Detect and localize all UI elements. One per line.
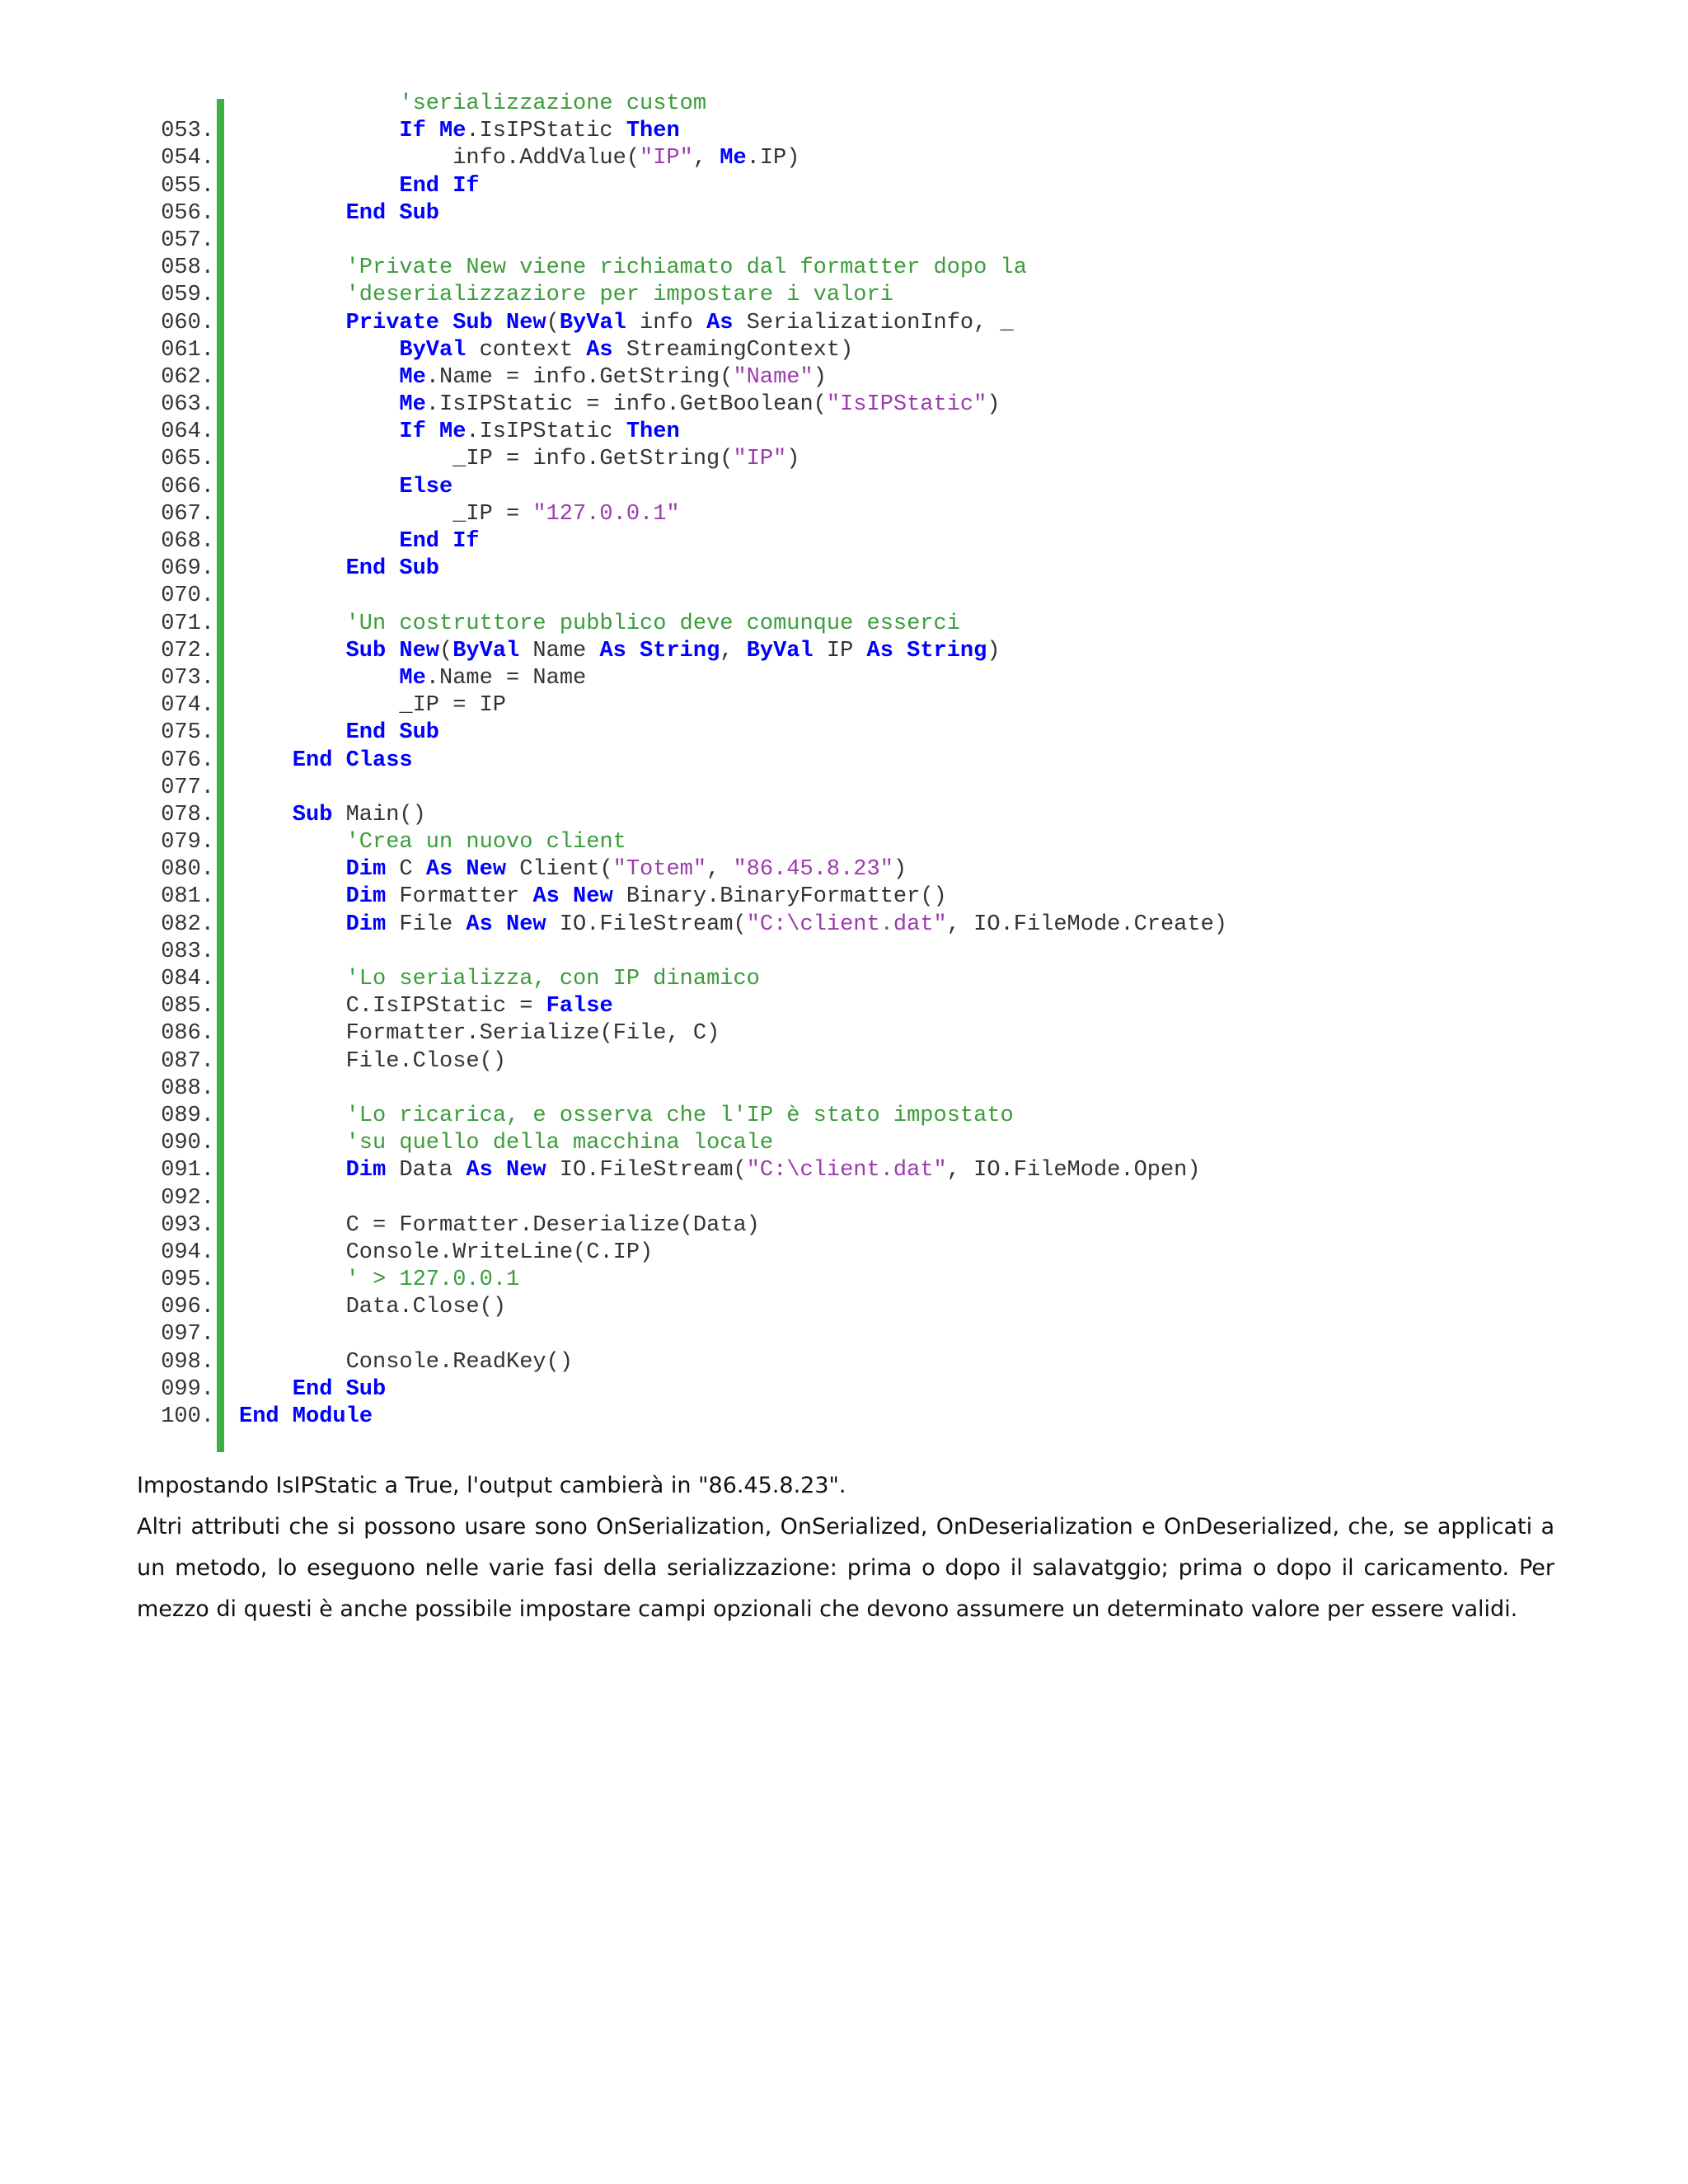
code-line <box>0 1157 1688 1184</box>
code-text <box>346 829 626 856</box>
line-number: 083. <box>161 939 214 964</box>
code-line <box>0 611 1688 638</box>
code-text <box>399 173 479 200</box>
line-number: 065. <box>161 447 214 472</box>
code-text <box>399 528 479 555</box>
code-comment: 'Private New viene richiamato dal formatter dopo la <box>345 255 1027 281</box>
line-number: 061. <box>161 337 214 363</box>
code-comment: 'Lo serializza, con IP dinamico <box>345 967 760 991</box>
line-number: 087. <box>161 1048 214 1074</box>
code-comment: ' > 127.0.0.1 <box>345 1268 520 1293</box>
code-text <box>399 474 452 501</box>
line-number: 079. <box>161 830 214 855</box>
code-line <box>0 883 1688 911</box>
code-line <box>0 966 1688 993</box>
code-keyword: End Sub <box>345 556 440 582</box>
line-number: 062. <box>161 364 214 390</box>
code-keyword: As <box>586 337 613 363</box>
code-string: "Name" <box>733 364 814 390</box>
code-line <box>0 337 1688 364</box>
code-text <box>346 555 439 583</box>
line-number: 060. <box>161 310 214 335</box>
line-number: 063. <box>161 392 214 418</box>
code-string: "Totem" <box>612 857 707 883</box>
code-line <box>0 200 1688 227</box>
code-text <box>346 993 613 1020</box>
body-text <box>137 1465 1554 1630</box>
code-string: "86.45.8.23" <box>733 857 893 883</box>
code-token <box>426 119 439 143</box>
line-number: 068. <box>161 529 214 554</box>
code-token <box>426 419 439 444</box>
code-text <box>452 446 799 473</box>
line-number: 057. <box>161 227 214 253</box>
code-text <box>346 282 893 309</box>
paragraph-output-note: Impostando IsIPStatic a True, l'output cambierà in "86.45.8.23". <box>137 1473 846 1498</box>
line-number: 073. <box>161 665 214 691</box>
code-line <box>0 446 1688 473</box>
code-comment: 'su quello della macchina locale <box>345 1131 774 1156</box>
code-text <box>399 337 853 364</box>
code-text <box>346 1294 506 1321</box>
code-token: , <box>706 857 734 883</box>
code-line <box>0 1130 1688 1157</box>
code-text <box>346 1212 760 1240</box>
code-line <box>0 255 1688 282</box>
code-keyword: End Module <box>239 1404 373 1429</box>
code-string: "127.0.0.1" <box>532 501 680 527</box>
code-text <box>346 638 1001 665</box>
code-keyword: ByVal <box>452 638 520 663</box>
line-number: 096. <box>161 1295 214 1320</box>
code-keyword: ByVal <box>559 310 626 335</box>
code-line <box>0 1076 1688 1103</box>
code-string: "IsIPStatic" <box>826 392 987 418</box>
code-token: .IsIPStatic <box>466 119 626 144</box>
code-text <box>346 883 947 911</box>
code-text <box>293 1376 386 1404</box>
code-token: ) <box>987 638 1001 663</box>
code-keyword: Me <box>399 665 426 691</box>
code-token: _IP = info.GetString( <box>452 447 734 472</box>
code-keyword: Me <box>720 146 747 171</box>
line-number: 058. <box>161 255 214 281</box>
line-number: 098. <box>161 1349 214 1375</box>
code-text <box>399 665 586 692</box>
line-number: 089. <box>161 1103 214 1128</box>
code-token: File <box>386 912 467 937</box>
code-comment: 'Un costruttore pubblico deve comunque esserci <box>345 611 960 636</box>
line-number: 100. <box>161 1404 214 1429</box>
code-token: , IO.FileMode.Create) <box>946 912 1227 937</box>
code-keyword: As New <box>466 912 546 937</box>
code-keyword: Then <box>626 119 680 144</box>
code-keyword: End Sub <box>345 720 440 746</box>
line-number: 080. <box>161 857 214 883</box>
line-number: 054. <box>161 146 214 171</box>
code-token: IO.FileStream( <box>546 1158 747 1183</box>
line-number: 055. <box>161 173 214 199</box>
code-token: SerializationInfo, _ <box>733 310 1014 335</box>
code-text <box>346 1349 573 1376</box>
code-keyword: False <box>546 994 613 1019</box>
code-keyword: End Sub <box>292 1376 387 1402</box>
code-token: Formatter <box>386 884 533 910</box>
code-keyword: Me <box>439 419 467 445</box>
code-comment: 'serializzazione custom <box>399 91 707 116</box>
code-line <box>0 638 1688 665</box>
code-keyword: Dim <box>345 1158 387 1183</box>
code-keyword: Dim <box>345 912 387 937</box>
code-line <box>0 1376 1688 1404</box>
code-line <box>0 1103 1688 1130</box>
code-keyword: If <box>399 119 426 144</box>
code-line <box>0 528 1688 555</box>
code-text <box>346 1130 773 1157</box>
code-line <box>0 1267 1688 1294</box>
code-line <box>0 474 1688 501</box>
code-token: , IO.FileMode.Open) <box>946 1158 1201 1183</box>
code-token: ) <box>987 392 1001 418</box>
code-text <box>346 1020 720 1047</box>
code-line <box>0 1185 1688 1212</box>
code-keyword: ByVal <box>399 337 467 363</box>
code-keyword: As String <box>599 638 720 663</box>
line-number: 077. <box>161 775 214 800</box>
code-token: Main() <box>332 802 426 827</box>
code-token: Data.Close() <box>345 1295 507 1320</box>
code-text <box>346 1048 506 1076</box>
line-number: 067. <box>161 501 214 527</box>
code-token: Client( <box>506 857 613 883</box>
code-line <box>0 391 1688 419</box>
code-token: .Name = info.GetString( <box>425 364 734 390</box>
code-token: , <box>692 146 720 171</box>
code-line <box>0 939 1688 966</box>
code-token: StreamingContext) <box>612 337 854 363</box>
code-token: C <box>386 857 426 883</box>
code-text <box>399 419 679 446</box>
line-number: 091. <box>161 1158 214 1183</box>
code-keyword: End If <box>399 529 480 554</box>
code-keyword: Me <box>399 392 426 418</box>
code-string: "IP" <box>640 146 693 171</box>
code-lines <box>0 91 1688 1431</box>
code-keyword: If <box>399 419 426 445</box>
line-number: 066. <box>161 474 214 499</box>
line-number: 093. <box>161 1212 214 1238</box>
code-text <box>399 692 506 719</box>
code-token: Console.WriteLine(C.IP) <box>345 1240 654 1265</box>
code-text <box>399 91 706 118</box>
code-token: Data <box>386 1158 467 1183</box>
code-line <box>0 555 1688 583</box>
line-number: 075. <box>161 720 214 746</box>
code-line <box>0 364 1688 391</box>
line-number: 090. <box>161 1131 214 1156</box>
code-keyword: Dim <box>345 884 387 910</box>
line-number: 059. <box>161 283 214 308</box>
code-token: ) <box>893 857 907 883</box>
code-line <box>0 1404 1688 1431</box>
code-line <box>0 1212 1688 1240</box>
code-token: , <box>720 638 747 663</box>
code-keyword: End Class <box>292 748 413 773</box>
code-keyword: As New <box>532 884 613 910</box>
code-keyword: As New <box>466 1158 546 1183</box>
code-line <box>0 118 1688 145</box>
code-keyword: As String <box>866 638 987 663</box>
code-token: ) <box>813 364 827 390</box>
code-keyword: Sub New <box>345 638 440 663</box>
code-token: info <box>626 310 707 335</box>
line-number: 094. <box>161 1240 214 1265</box>
line-number: 081. <box>161 884 214 910</box>
code-string: "C:\client.dat" <box>746 912 947 937</box>
code-text <box>399 118 679 145</box>
line-number: 084. <box>161 967 214 991</box>
code-line <box>0 1349 1688 1376</box>
code-line <box>0 310 1688 337</box>
code-text <box>399 391 1000 419</box>
line-number: 076. <box>161 748 214 773</box>
code-keyword: End If <box>399 173 480 199</box>
code-text <box>346 856 907 883</box>
code-listing <box>0 91 1688 1431</box>
code-string: "C:\client.dat" <box>746 1158 947 1183</box>
code-text <box>452 501 679 528</box>
code-keyword: ByVal <box>746 638 814 663</box>
code-line <box>0 775 1688 802</box>
code-keyword: Me <box>439 119 467 144</box>
line-number: 070. <box>161 583 214 609</box>
code-line <box>0 665 1688 692</box>
line-number: 085. <box>161 994 214 1019</box>
code-line <box>0 227 1688 255</box>
code-token: _IP = <box>452 501 533 527</box>
line-number: 053. <box>161 119 214 144</box>
code-line <box>0 1294 1688 1321</box>
code-line <box>0 91 1688 118</box>
code-line <box>0 419 1688 446</box>
line-number: 082. <box>161 912 214 937</box>
code-token: .IP) <box>746 146 800 171</box>
code-line <box>0 1240 1688 1267</box>
code-text <box>452 145 799 172</box>
code-token: ) <box>786 447 800 472</box>
code-token: Console.ReadKey() <box>345 1349 574 1375</box>
paragraph-attributes: Altri attributi che si possono usare sono OnSerialization, OnSerialized, OnDeserialization e OnDeserialized, che, se applicati a un metodo, lo eseguono nelle varie fasi della serializzazione: prima o dopo il salavatggio; prima o dopo il caricamento. Per mezzo di questi è anche possibile impostare campi opzionali che devono assumere un determinato valore per essere validi. <box>137 1514 1554 1622</box>
code-text <box>293 802 426 829</box>
code-token: Binary.BinaryFormatter() <box>612 884 947 910</box>
code-line <box>0 719 1688 747</box>
code-line <box>0 1020 1688 1047</box>
code-token: ( <box>546 310 560 335</box>
code-line <box>0 583 1688 610</box>
code-keyword: Private Sub New <box>345 310 546 335</box>
code-text <box>346 719 439 747</box>
code-text <box>399 364 827 391</box>
code-line <box>0 173 1688 200</box>
code-string: "IP" <box>733 447 787 472</box>
code-text <box>346 611 960 638</box>
code-line <box>0 912 1688 939</box>
code-token: IO.FileStream( <box>546 912 747 937</box>
code-line <box>0 501 1688 528</box>
code-line <box>0 1321 1688 1348</box>
code-keyword: Else <box>399 474 453 499</box>
code-token: .IsIPStatic <box>466 419 626 445</box>
code-text <box>346 1240 654 1267</box>
line-number: 069. <box>161 556 214 582</box>
code-token: IP <box>813 638 867 663</box>
line-number: 064. <box>161 419 214 445</box>
line-number: 099. <box>161 1376 214 1402</box>
code-token: Name <box>519 638 600 663</box>
line-number: 086. <box>161 1021 214 1047</box>
code-token: .Name = Name <box>425 665 587 691</box>
code-token: _IP = IP <box>399 693 507 719</box>
code-keyword: Me <box>399 364 426 390</box>
line-number: 092. <box>161 1185 214 1211</box>
code-line <box>0 748 1688 775</box>
code-token: .IsIPStatic = info.GetBoolean( <box>425 392 827 418</box>
code-comment: 'deserializzaziore per impostare i valori <box>345 283 893 308</box>
code-comment: 'Lo ricarica, e osserva che l'IP è stato impostato <box>345 1103 1014 1128</box>
line-number: 095. <box>161 1268 214 1293</box>
line-number: 074. <box>161 693 214 719</box>
code-text <box>293 748 413 775</box>
line-number: 072. <box>161 638 214 663</box>
code-keyword: Dim <box>345 857 387 883</box>
code-text <box>239 1404 373 1431</box>
code-keyword: As New <box>425 857 507 883</box>
code-text <box>346 200 439 227</box>
code-line <box>0 282 1688 309</box>
code-text <box>346 1267 520 1294</box>
code-token: C = Formatter.Deserialize(Data) <box>345 1212 760 1238</box>
code-comment: 'Crea un nuovo client <box>345 830 626 855</box>
code-keyword: Sub <box>292 802 333 827</box>
code-token: C.IsIPStatic = <box>345 994 546 1019</box>
code-line <box>0 829 1688 856</box>
line-number: 088. <box>161 1076 214 1101</box>
code-token: info.AddValue( <box>452 146 640 171</box>
code-token: Formatter.Serialize(File, C) <box>345 1021 720 1047</box>
code-token: File.Close() <box>345 1048 507 1074</box>
code-token: ( <box>439 638 453 663</box>
code-line <box>0 1048 1688 1076</box>
code-keyword: Then <box>626 419 680 445</box>
code-line <box>0 802 1688 829</box>
code-text <box>346 255 1027 282</box>
code-text <box>346 1103 1014 1130</box>
code-text <box>346 912 1227 939</box>
line-number: 097. <box>161 1322 214 1347</box>
code-line <box>0 856 1688 883</box>
code-line <box>0 993 1688 1020</box>
code-line <box>0 692 1688 719</box>
code-keyword: As <box>706 310 734 335</box>
line-number: 071. <box>161 611 214 636</box>
code-text <box>346 966 760 993</box>
code-keyword: End Sub <box>345 200 440 226</box>
code-token: context <box>466 337 587 363</box>
line-number: 078. <box>161 802 214 827</box>
line-number: 056. <box>161 200 214 226</box>
code-text <box>346 1157 1201 1184</box>
code-line <box>0 145 1688 172</box>
code-text <box>346 310 1014 337</box>
